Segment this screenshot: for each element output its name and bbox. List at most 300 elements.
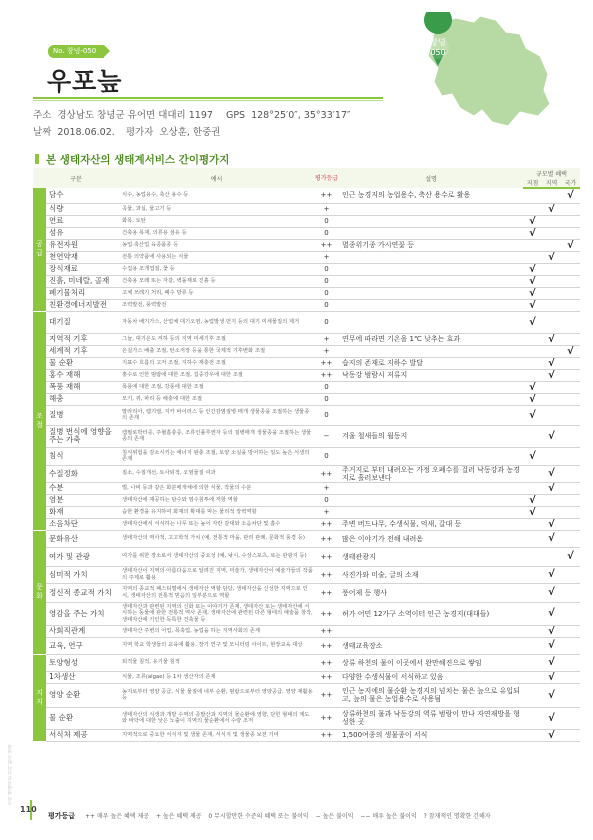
date-value: 2018.06.02. bbox=[57, 127, 115, 138]
side-caption: 국가 생태자산 간이 평가 결과 bbox=[8, 743, 13, 805]
description-cell bbox=[339, 482, 523, 494]
grade-cell: 0 bbox=[314, 311, 339, 333]
item-cell: 친환경에너지발전 bbox=[46, 299, 119, 311]
example-cell: 벌, 나비 등과 같은 화분매개체에 의한 식물, 작물의 수분 bbox=[119, 482, 314, 494]
item-cell: 담수 bbox=[46, 188, 119, 203]
description-cell bbox=[339, 311, 523, 333]
check-regional-icon: √ bbox=[542, 425, 561, 447]
check-local bbox=[523, 333, 542, 345]
check-regional bbox=[542, 393, 561, 405]
table-row bbox=[33, 566, 580, 583]
check-national bbox=[561, 357, 580, 369]
description-cell: 1,500여종의 생물종이 서식 bbox=[339, 729, 523, 741]
description-cell: 생태관광지 bbox=[339, 547, 523, 566]
grade-cell: ++ bbox=[314, 683, 339, 707]
item-cell: 영감을 주는 가치 bbox=[46, 602, 119, 625]
item-cell: 해충 bbox=[46, 393, 119, 405]
grade-cell: 0 bbox=[314, 405, 339, 425]
description-cell bbox=[339, 299, 523, 311]
check-regional-icon: √ bbox=[542, 482, 561, 494]
description-cell bbox=[339, 215, 523, 227]
check-regional-icon: √ bbox=[542, 637, 561, 654]
item-cell: 지역적 기후 bbox=[46, 333, 119, 345]
header-national: 국가 bbox=[561, 178, 580, 188]
check-local bbox=[523, 188, 542, 203]
category-cell: 공급 bbox=[33, 188, 46, 311]
address-line bbox=[33, 107, 351, 121]
check-local-icon: √ bbox=[523, 494, 542, 506]
check-national bbox=[561, 287, 580, 299]
check-local bbox=[523, 625, 542, 637]
example-cell: 지역 학교 학생들의 교육에 활용, 장기 연구 및 모니터링 사이트, 현장교육 대상 bbox=[119, 637, 314, 654]
check-regional bbox=[542, 275, 561, 287]
table-row bbox=[33, 227, 580, 239]
check-local-icon: √ bbox=[523, 287, 542, 299]
description-cell bbox=[339, 263, 523, 275]
header-local: 지점 bbox=[523, 178, 542, 188]
check-local bbox=[523, 357, 542, 369]
item-cell: 폐기물처리 bbox=[46, 287, 119, 299]
item-cell: 사회직관계 bbox=[46, 625, 119, 637]
description-cell: 풍어제 등 행사 bbox=[339, 583, 523, 602]
check-local bbox=[523, 547, 542, 566]
legend-item: −− 매우 높은 불이익 bbox=[360, 813, 417, 820]
check-local bbox=[523, 482, 542, 494]
table-row bbox=[33, 299, 580, 311]
description-cell bbox=[339, 227, 523, 239]
example-cell: 캠필로박터증, 주혈흡충증, 조류인플루엔자 등의 질병매개 생물종을 조절하는 생물종의 존재 bbox=[119, 425, 314, 447]
description-cell bbox=[339, 447, 523, 465]
description-cell: 주변 버드나무, 수생식물, 억새, 갈대 등 bbox=[339, 518, 523, 530]
item-cell: 장식재료 bbox=[46, 263, 119, 275]
check-local bbox=[523, 251, 542, 263]
example-cell: 곡물, 과실, 물고기 등 bbox=[119, 203, 314, 215]
check-local bbox=[523, 671, 542, 683]
check-national bbox=[561, 671, 580, 683]
check-regional-icon: √ bbox=[542, 251, 561, 263]
grade-cell: ++ bbox=[314, 654, 339, 671]
table-row bbox=[33, 311, 580, 333]
item-cell: 문화유산 bbox=[46, 530, 119, 547]
check-national bbox=[561, 381, 580, 393]
example-cell: 생태자산의 역사적, 고고학적 가치 (예, 전통적 마을, 관리 관례, 문화적 풍경 등) bbox=[119, 530, 314, 547]
check-local bbox=[523, 345, 542, 357]
check-national bbox=[561, 729, 580, 741]
example-cell: 식수, 농업용수, 축산 용수 등 bbox=[119, 188, 314, 203]
check-regional-icon: √ bbox=[542, 583, 561, 602]
evaluator-label: 평가자 bbox=[125, 127, 154, 138]
example-cell: 생태자산이 지역의 아름다움으로 알려진 지역, 미술가, 생태자산이 예술가들의 작품의 주제로 활용 bbox=[119, 566, 314, 583]
item-cell: 세계적 기후 bbox=[46, 345, 119, 357]
grade-cell: ++ bbox=[314, 671, 339, 683]
page-title: 우포늪 bbox=[47, 67, 123, 96]
table-row bbox=[33, 625, 580, 637]
check-national bbox=[561, 369, 580, 381]
check-regional-icon: √ bbox=[542, 683, 561, 707]
example-cell: 질소, 수질개선, 토사퇴적, 오염물질 여과 bbox=[119, 465, 314, 482]
check-regional bbox=[542, 263, 561, 275]
item-cell: 교육, 연구 bbox=[46, 637, 119, 654]
item-cell: 연료 bbox=[46, 215, 119, 227]
example-cell: 침식위험을 감소시키는 에너지 완충 조절, 토양 소실을 방어하는 일도 높은 식생의 존재 bbox=[119, 447, 314, 465]
check-local-icon: √ bbox=[523, 381, 542, 393]
item-cell: 화재 bbox=[46, 506, 119, 518]
grade-cell: ++ bbox=[314, 625, 339, 637]
check-national bbox=[561, 465, 580, 482]
check-national bbox=[561, 625, 580, 637]
table-row bbox=[33, 369, 580, 381]
check-regional-icon: √ bbox=[542, 729, 561, 741]
legend-title: 평가등급 bbox=[48, 812, 76, 820]
example-cell: 조력발전, 풍력발전 bbox=[119, 299, 314, 311]
description-cell bbox=[339, 393, 523, 405]
check-national-icon: √ bbox=[561, 188, 580, 203]
check-local-icon: √ bbox=[523, 506, 542, 518]
grade-cell: + bbox=[314, 203, 339, 215]
check-national bbox=[561, 637, 580, 654]
check-national bbox=[561, 275, 580, 287]
gps-label: GPS bbox=[225, 110, 246, 121]
table-row bbox=[33, 188, 580, 203]
grade-cell: − bbox=[314, 425, 339, 447]
check-local bbox=[523, 637, 542, 654]
header-category: 구분 bbox=[70, 175, 82, 183]
table-row bbox=[33, 345, 580, 357]
example-cell: 폭풍에 대한 조절, 강풍에 대한 조절 bbox=[119, 381, 314, 393]
item-cell: 천연약재 bbox=[46, 251, 119, 263]
table-row bbox=[33, 602, 580, 625]
table-row bbox=[33, 518, 580, 530]
example-cell: 생태자산과 관련된 지역의 신화 또는 이야기가 존재, 생태자산 또는 생태자산에 서식하는 동물에 관한 전통적 역사 존재, 생태자산에 관련된 다른 형태의 예술품 창작, 생태자산에 기인한 독특한 건축물 등 bbox=[119, 602, 314, 625]
grade-cell: 0 bbox=[314, 275, 339, 287]
grade-cell: 0 bbox=[314, 215, 339, 227]
grade-cell: ++ bbox=[314, 729, 339, 741]
example-cell: 퇴적물 침적, 유기물 침적 bbox=[119, 654, 314, 671]
example-cell: 생태자산에서 서식하는 나무 또는 높이 자란 갈대와 소음차단 및 흡수 bbox=[119, 518, 314, 530]
table-row bbox=[33, 239, 580, 251]
item-cell: 정신적 종교적 가치 bbox=[46, 583, 119, 602]
check-national bbox=[561, 654, 580, 671]
description-cell bbox=[339, 625, 523, 637]
table-row bbox=[33, 707, 580, 729]
check-national-icon: √ bbox=[561, 345, 580, 357]
check-regional-icon: √ bbox=[542, 671, 561, 683]
check-local-icon: √ bbox=[523, 393, 542, 405]
check-regional-icon: √ bbox=[542, 566, 561, 583]
item-cell: 염분 bbox=[46, 494, 119, 506]
header-beneficiary: 규모별 혜택 bbox=[536, 170, 567, 178]
table-row bbox=[33, 405, 580, 425]
check-national bbox=[561, 263, 580, 275]
description-cell: 주거지로 부터 내려오는 가정 오폐수를 걸러 낙동강과 농경지로 흘러보낸다 bbox=[339, 465, 523, 482]
table-row bbox=[33, 215, 580, 227]
check-local bbox=[523, 602, 542, 625]
grade-cell: ++ bbox=[314, 369, 339, 381]
check-local bbox=[523, 369, 542, 381]
item-cell: 물 순환 bbox=[46, 357, 119, 369]
check-national bbox=[561, 566, 580, 583]
check-regional-icon: √ bbox=[542, 333, 561, 345]
description-cell: 생태교육장소 bbox=[339, 637, 523, 654]
description-cell bbox=[339, 287, 523, 299]
header-grade: 평가등급 bbox=[314, 174, 339, 182]
item-cell: 토양형성 bbox=[46, 654, 119, 671]
category-cell: 지지 bbox=[33, 654, 46, 741]
check-local bbox=[523, 654, 542, 671]
evaluation-table bbox=[33, 168, 580, 742]
item-cell: 침식 bbox=[46, 447, 119, 465]
grade-cell: ++ bbox=[314, 357, 339, 369]
example-cell: 생태자산의 식생과 개방 수역의 증발산과 지역의 물순환에 영향, 단힌 형태의 계도와 바닥에 대한 낮은 노출이 지역의 물순환에서 수량 조저 bbox=[119, 707, 314, 729]
example-cell: 건축용 모래 또는 자갈, 벽돌제로 진흙 등 bbox=[119, 275, 314, 287]
check-regional-icon: √ bbox=[542, 357, 561, 369]
description-cell: 습지의 존재로 지하수 발달 bbox=[339, 357, 523, 369]
description-cell: 멸종위기종 가시연꽃 등 bbox=[339, 239, 523, 251]
grade-cell: + bbox=[314, 251, 339, 263]
example-cell: 홍수로 인한 범람에 대한 조절, 집중강우에 대한 조절 bbox=[119, 369, 314, 381]
category-cell: 문화 bbox=[33, 530, 46, 654]
description-cell: 허가 어민 12가구 소역이터 인근 농경지(대대들) bbox=[339, 602, 523, 625]
legend-item: 0 무시할만한 수준의 혜택 또는 불이익 bbox=[208, 813, 309, 820]
check-regional-icon: √ bbox=[542, 518, 561, 530]
description-cell: 상류 하천의 물이 이곳에서 완만해진으로 쌓임 bbox=[339, 654, 523, 671]
grade-cell: ++ bbox=[314, 566, 339, 583]
grade-cell: ++ bbox=[314, 188, 339, 203]
check-regional-icon: √ bbox=[542, 369, 561, 381]
table-row bbox=[33, 683, 580, 707]
table-row bbox=[33, 357, 580, 369]
check-regional bbox=[542, 299, 561, 311]
table-row bbox=[33, 530, 580, 547]
description-cell: 상류하천의 물과 낙동강의 역류 범람이 만나 자연재방을 형성한 곳 bbox=[339, 707, 523, 729]
header-regional: 지역 bbox=[542, 178, 561, 188]
table-row bbox=[33, 203, 580, 215]
table-row bbox=[33, 287, 580, 299]
table-row bbox=[33, 482, 580, 494]
check-regional-icon: √ bbox=[542, 625, 561, 637]
grade-cell: ++ bbox=[314, 637, 339, 654]
check-regional bbox=[542, 311, 561, 333]
example-cell: 온실가스 배출 조절, 탄소저장 등을 통한 국제적 기후변화 조절 bbox=[119, 345, 314, 357]
grade-cell: 0 bbox=[314, 227, 339, 239]
check-national bbox=[561, 215, 580, 227]
check-regional bbox=[542, 381, 561, 393]
check-local-icon: √ bbox=[523, 275, 542, 287]
check-regional-icon: √ bbox=[542, 654, 561, 671]
check-national bbox=[561, 299, 580, 311]
item-cell: 폭풍 재해 bbox=[46, 381, 119, 393]
site-number-badge: No. 창녕-050 bbox=[48, 45, 104, 58]
description-cell: 낙동강 범람시 저류지 bbox=[339, 369, 523, 381]
address-label: 주소 bbox=[33, 110, 52, 121]
item-cell: 물 순환 bbox=[46, 707, 119, 729]
check-national bbox=[561, 447, 580, 465]
grade-cell: + bbox=[314, 345, 339, 357]
legend-item: − 높은 불이익 bbox=[315, 813, 354, 820]
check-local bbox=[523, 583, 542, 602]
check-local-icon: √ bbox=[523, 405, 542, 425]
example-cell: 농업·축산업 육종품종 등 bbox=[119, 239, 314, 251]
check-local bbox=[523, 683, 542, 707]
check-local-icon: √ bbox=[523, 311, 542, 333]
check-regional bbox=[542, 506, 561, 518]
check-regional bbox=[542, 447, 561, 465]
grade-cell: 0 bbox=[314, 263, 339, 275]
check-local bbox=[523, 239, 542, 251]
page-number: 110 bbox=[20, 805, 37, 814]
check-national bbox=[561, 518, 580, 530]
header-description: 설명 bbox=[425, 175, 437, 183]
table-row bbox=[33, 637, 580, 654]
example-cell: 모기, 쥐, 파리 등 해충에 대한 조절 bbox=[119, 393, 314, 405]
check-local-icon: √ bbox=[523, 263, 542, 275]
marker-label-1: 창녕 bbox=[430, 38, 446, 47]
example-cell: 그늘, 대기온도 저하 등의 지역 미세기후 조절 bbox=[119, 333, 314, 345]
legend bbox=[48, 811, 496, 821]
address-value: 경상남도 창녕군 유어면 대대리 1197 bbox=[57, 110, 213, 121]
table-row bbox=[33, 263, 580, 275]
check-regional bbox=[542, 405, 561, 425]
check-local bbox=[523, 203, 542, 215]
grade-cell: + bbox=[314, 482, 339, 494]
gps-value: 128°25′0″, 35°33′17″ bbox=[251, 110, 351, 121]
grade-cell: ++ bbox=[314, 518, 339, 530]
check-regional-icon: √ bbox=[542, 602, 561, 625]
example-cell: 습한 환경을 유지하여 화재의 확대를 막는 물리적 장벽역할 bbox=[119, 506, 314, 518]
grade-cell: ++ bbox=[314, 547, 339, 566]
check-regional bbox=[542, 215, 561, 227]
example-cell: 화목, 토탄 bbox=[119, 215, 314, 227]
example-cell: 자동차 배기가스, 산업체 대기오염, 농업발생 먼지 등의 대기 미세물질의 제거 bbox=[119, 311, 314, 333]
location-map bbox=[408, 12, 558, 132]
check-national bbox=[561, 311, 580, 333]
description-cell: 겨울 철새들의 월동지 bbox=[339, 425, 523, 447]
grade-cell: + bbox=[314, 506, 339, 518]
example-cell: 여가를 위한 장소로서 생태자산의 중요성 (예, 낚시, 수상스포츠, 또는 관광지 등) bbox=[119, 547, 314, 566]
item-cell: 1차생산 bbox=[46, 671, 119, 683]
check-regional-icon: √ bbox=[542, 203, 561, 215]
grade-cell: + bbox=[314, 333, 339, 345]
item-cell: 홍수 재해 bbox=[46, 369, 119, 381]
item-cell: 소음차단 bbox=[46, 518, 119, 530]
example-cell: 농지로부터 영양 공급, 식물 물질에 내부 순환, 범람으로부터 영양공급, 영양 재활용 등 bbox=[119, 683, 314, 707]
grade-cell: 0 bbox=[314, 393, 339, 405]
legend-item: ++ 매우 높은 혜택 제공 bbox=[84, 813, 150, 820]
check-national-icon: √ bbox=[561, 547, 580, 566]
check-national bbox=[561, 333, 580, 345]
grade-cell: ++ bbox=[314, 602, 339, 625]
grade-cell: ++ bbox=[314, 239, 339, 251]
marker-label-2: 050 bbox=[430, 48, 446, 57]
grade-cell: 0 bbox=[314, 447, 339, 465]
table-header-row bbox=[33, 168, 580, 178]
item-cell: 식량 bbox=[46, 203, 119, 215]
check-national bbox=[561, 683, 580, 707]
check-regional bbox=[542, 287, 561, 299]
table-row bbox=[33, 425, 580, 447]
description-cell bbox=[339, 203, 523, 215]
example-cell: 생태자산에 재공하는 담수와 염수침투에 저항 역할 bbox=[119, 494, 314, 506]
example-cell: 생태자산 주변의 어업, 목축업, 농업을 하는 지역사회의 존재 bbox=[119, 625, 314, 637]
table-row bbox=[33, 465, 580, 482]
item-cell: 서식처 제공 bbox=[46, 729, 119, 741]
check-local-icon: √ bbox=[523, 215, 542, 227]
item-cell: 영양 순환 bbox=[46, 683, 119, 707]
grade-cell: 0 bbox=[314, 381, 339, 393]
table-body bbox=[33, 188, 580, 741]
date-line bbox=[33, 124, 220, 138]
table-row bbox=[33, 671, 580, 683]
example-cell: 건축용 목재, 의류용 섬유 등 bbox=[119, 227, 314, 239]
grade-cell: ++ bbox=[314, 583, 339, 602]
check-local-icon: √ bbox=[523, 447, 542, 465]
check-local bbox=[523, 465, 542, 482]
check-regional bbox=[542, 227, 561, 239]
check-local bbox=[523, 566, 542, 583]
grade-cell: ++ bbox=[314, 465, 339, 482]
date-label: 날짜 bbox=[33, 127, 52, 138]
example-cell: 식물, 조류(algae) 등 1차 생산자의 존재 bbox=[119, 671, 314, 683]
check-national-icon: √ bbox=[561, 239, 580, 251]
description-cell bbox=[339, 345, 523, 357]
check-national bbox=[561, 707, 580, 729]
description-cell: 다양한 수생식물이 서식하고 있음 bbox=[339, 671, 523, 683]
check-regional bbox=[542, 239, 561, 251]
evaluator-value: 오상훈, 한중권 bbox=[159, 127, 221, 138]
description-cell: 인근 농지에의 물순환 농경지의 넘치는 물은 늪으로 유입되고, 늪의 물은 농업용수로 사용됨 bbox=[339, 683, 523, 707]
grade-cell: ++ bbox=[314, 530, 339, 547]
grade-cell: 0 bbox=[314, 494, 339, 506]
check-national bbox=[561, 530, 580, 547]
table-row bbox=[33, 583, 580, 602]
description-cell bbox=[339, 405, 523, 425]
description-cell: 연무에 따라면 기온을 1℃ 낮추는 효과 bbox=[339, 333, 523, 345]
table-row bbox=[33, 494, 580, 506]
check-national bbox=[561, 393, 580, 405]
check-national bbox=[561, 251, 580, 263]
check-regional bbox=[542, 188, 561, 203]
section-title: 본 생태자산의 생태계서비스 간이평가지 bbox=[46, 154, 230, 166]
county-outline bbox=[428, 16, 550, 126]
category-cell: 조절 bbox=[33, 311, 46, 530]
description-cell: 사진가와 미술, 글의 소재 bbox=[339, 566, 523, 583]
description-cell: 많은 이야기가 전해 내려옴 bbox=[339, 530, 523, 547]
table-row bbox=[33, 333, 580, 345]
description-cell bbox=[339, 251, 523, 263]
table-row bbox=[33, 251, 580, 263]
description-cell bbox=[339, 275, 523, 287]
description-cell: 인근 농경지의 농업용수, 축산 용수로 활용 bbox=[339, 188, 523, 203]
table-row bbox=[33, 275, 580, 287]
item-cell: 유전자원 bbox=[46, 239, 119, 251]
example-cell: 말라리아, 렙기열, 지카 바이러스 등 인간감염질병 매개 생물종을 조절하는 생물종의 존재 bbox=[119, 405, 314, 425]
item-cell: 여가 및 관광 bbox=[46, 547, 119, 566]
check-national bbox=[561, 405, 580, 425]
example-cell: 전통 의약품에 사용되는 식물 bbox=[119, 251, 314, 263]
example-cell: 지역의 종교적 페스티벌에서 생태자산 역할 담당, 생태자산을 신성한 지역으로 인식, 생태자산의 전통적 믿음의 일부분으로 역할 bbox=[119, 583, 314, 602]
check-regional bbox=[542, 547, 561, 566]
description-cell bbox=[339, 506, 523, 518]
check-regional-icon: √ bbox=[542, 465, 561, 482]
table-row bbox=[33, 547, 580, 566]
table-row bbox=[33, 447, 580, 465]
legend-item: + 높은 혜택 제공 bbox=[155, 813, 202, 820]
title-divider bbox=[33, 97, 383, 99]
check-national bbox=[561, 506, 580, 518]
check-national bbox=[561, 602, 580, 625]
check-national bbox=[561, 494, 580, 506]
item-cell: 수질정화 bbox=[46, 465, 119, 482]
